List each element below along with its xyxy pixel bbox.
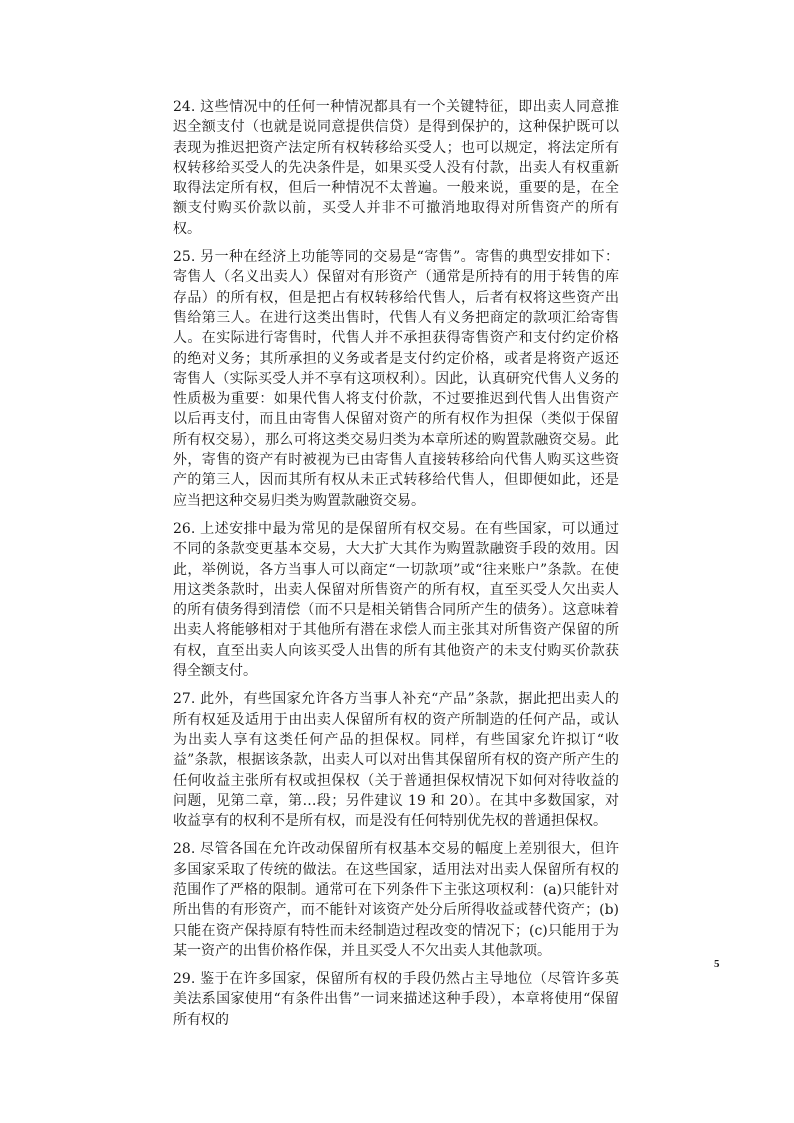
paragraph-26: 26. 上述安排中最为常见的是保留所有权交易。在有些国家，可以通过不同的条款变更基本交易，大大扩大其作为购置款融资手段的效用。因此，举例说，各方当事人可以商定“一切款项”或“往来账户”条款。在使用这类条款时，出卖人保留对所售资产的所有权，直至买受人欠出卖人的所有债务得到清偿（而不只是相关销售合同所产生的债务）。这意味着出卖人将能够相对于其他所有潜在求偿人而主张其对所售资产保留的所有权，直至出卖人向该买受人出售的所有其他资产的未支付购买价款获得全额支付。 [173, 520, 619, 680]
paragraph-27: 27. 此外，有些国家允许各方当事人补充“产品”条款，据此把出卖人的所有权延及适用于由出卖人保留所有权的资产所制造的任何产品，或认为出卖人享有这类任何产品的担保权。同样，有些国家允许拟订“收益”条款，根据该条款，出卖人可以对出售其保留所有权的资产所产生的任何收益主张所有权或担保权（关于普通担保权情况下如何对待收益的问题，见第二章，第…段；另件建议 19 和 20）。在其中多数国家，对收益享有的权利不是所有权，而是没有任何特别优先权的普通担保权。 [173, 691, 619, 830]
paragraph-25: 25. 另一种在经济上功能等同的交易是“寄售”。寄售的典型安排如下：寄售人（名义出卖人）保留对有形资产（通常是所持有的用于转售的库存品）的所有权，但是把占有权转移给代售人，后者有权将这些资产出售给第三人。在进行这类出售时，代售人有义务把商定的款项汇给寄售人。在实际进行寄售时，代售人并不承担获得寄售资产和支付约定价格的绝对义务；其所承担的义务或者是支付约定价格，或者是将资产返还寄售人（实际买受人并不享有这项权利）。因此，认真研究代售人义务的性质极为重要：如果代售人将支付价款，不过要推迟到代售人出售资产以后再支付，而且由寄售人保留对资产的所有权作为担保（类似于保留所有权交易），那么可将这类交易归类为本章所述的购置款融资交易。此外，寄售的资产有时被视为已由寄售人直接转移给向代售人购买这些资产的第三人，因而其所有权从未正式转移给代售人，但即便如此，还是应当把这种交易归类为购置款融资交易。 [173, 249, 619, 509]
paragraph-24: 24. 这些情况中的任何一种情况都具有一个关键特征，即出卖人同意推迟全额支付（也就是说同意提供信贷）是得到保护的，这种保护既可以表现为推迟把资产法定所有权转移给买受人；也可以规定，将法定所有权转移给买受人的先决条件是，如果买受人没有付款，出卖人有权重新取得法定所有权，但后一种情况不太普遍。一般来说，重要的是，在全额支付购买价款以前，买受人并非不可撤消地取得对所售资产的所有权。 [173, 99, 619, 237]
page-number: 5 [714, 958, 720, 970]
paragraph-29: 29. 鉴于在许多国家，保留所有权的手段仍然占主导地位（尽管许多英美法系国家使用“有条件出售”一词来描述这种手段），本章将使用“保留所有权的 [173, 971, 619, 1028]
page-body [173, 97, 619, 1038]
paragraph-28: 28. 尽管各国在允许改动保留所有权基本交易的幅度上差别很大，但许多国家采取了传统的做法。在这些国家，适用法对出卖人保留所有权的范围作了严格的限制。通常可在下列条件下主张这项权利：(a)只能针对所出售的有形资产，而不能针对该资产处分后所得收益或替代资产；(b)只能在资产保持原有特性而未经制造过程改变的情况下；(c)只能用于为某一资产的出售价格作保，并且买受人不欠出卖人其他款项。 [173, 841, 619, 959]
